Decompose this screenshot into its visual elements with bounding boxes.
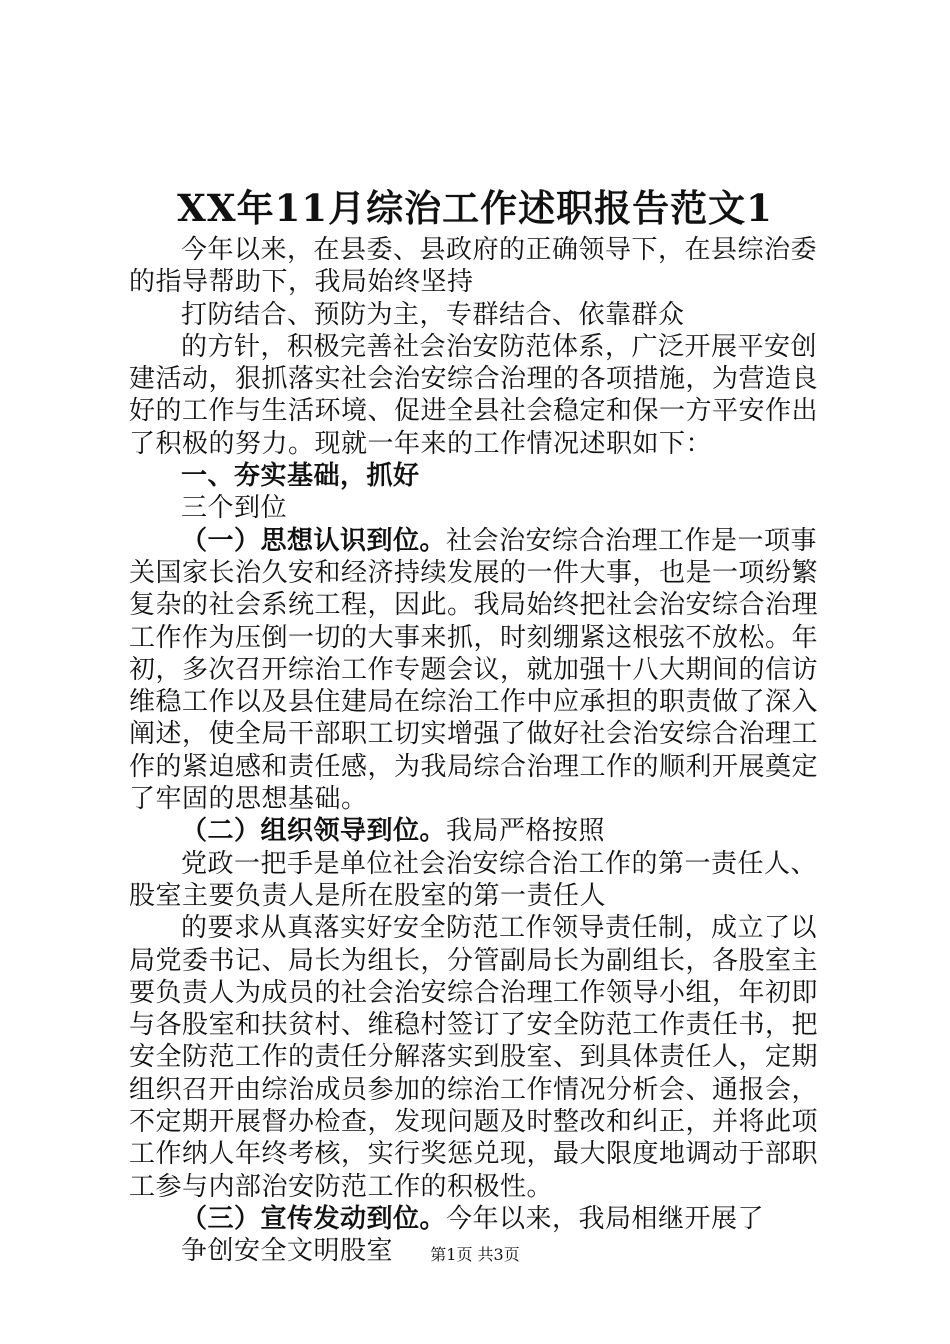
- section-heading-1: 一、夯实基础，抓好: [181, 461, 420, 492]
- paragraph-three-in-place: 三个到位: [181, 493, 288, 524]
- paragraph-subsection-3: [129, 1203, 829, 1235]
- paragraph-campaign: 争创安全文明股室: [181, 1236, 394, 1267]
- subsection-3-text: 今年以来，我局相继开展了: [446, 1203, 765, 1234]
- paragraph-subsection-1: [129, 525, 829, 816]
- subsection-3-heading: （三）宣传发动到位。: [181, 1203, 447, 1234]
- document-body: [129, 234, 829, 1268]
- paragraph-policy: 的方针，积极完善社会治安防范体系，广泛开展平安创建活动，狠抓落实社会治安综合治理的各项措施，为营造良好的工作与生活环境、促进全县社会稳定和保一方平安作出了积极的努力。现就一年来的工作情况述职如下：: [129, 331, 819, 459]
- page-footer: 第1页 共3页: [430, 1245, 520, 1264]
- document-title: XX年11月综治工作述职报告范文1: [177, 186, 773, 230]
- subsection-1-text: 社会治安综合治理工作是一项事关国家长治久安和经济持续发展的一件大事，也是一项纷繁复杂的社会系统工程，因此。我局始终把社会治安综合治理工作作为压倒一切的大事来抓，时刻绷紧这根弦不放松。年初，多次召开综治工作专题会议，就加强十八大期间的信访维稳工作以及县住建局在综治工作中应承担的职责做了深入阐述，使全局干部职工切实增强了做好社会治安综合治理工作的紧迫感和责任感，为我局综合治理工作的顺利开展奠定了牢固的思想基础。: [129, 525, 819, 815]
- paragraph-policy-quote: 打防结合、预防为主，专群结合、依靠群众: [181, 299, 685, 330]
- paragraph-responsibility-quote: 党政一把手是单位社会治安综合治工作的第一责任人、股室主要负责人是所在股室的第一责任人: [129, 848, 818, 911]
- paragraph-subsection-2: [129, 815, 829, 847]
- paragraph-intro: 今年以来，在县委、县政府的正确领导下，在县综治委的指导帮助下，我局始终坚持: [129, 235, 818, 298]
- subsection-2-text: 我局严格按照: [446, 816, 606, 847]
- subsection-1-heading: （一）思想认识到位。: [181, 525, 447, 556]
- paragraph-responsibility: 的要求从真落实好安全防范工作领导责任制，成立了以局党委书记、局长为组长，分管副局长为副组长，各股室主要负责人为成员的社会治安综合治理工作领导小组，年初即与各股室和扶贫村、维稳村签订了安全防范工作责任书，把安全防范工作的责任分解落实到股室、到具体责任人，定期组织召开由综治成员参加的综治工作情况分析会、通报会，不定期开展督办检查，发现问题及时整改和纠正，并将此项工作纳人年终考核，实行奖惩兑现，最大限度地调动于部职工参与内部治安防范工作的积极性。: [129, 913, 819, 1202]
- subsection-2-heading: （二）组织领导到位。: [181, 816, 447, 847]
